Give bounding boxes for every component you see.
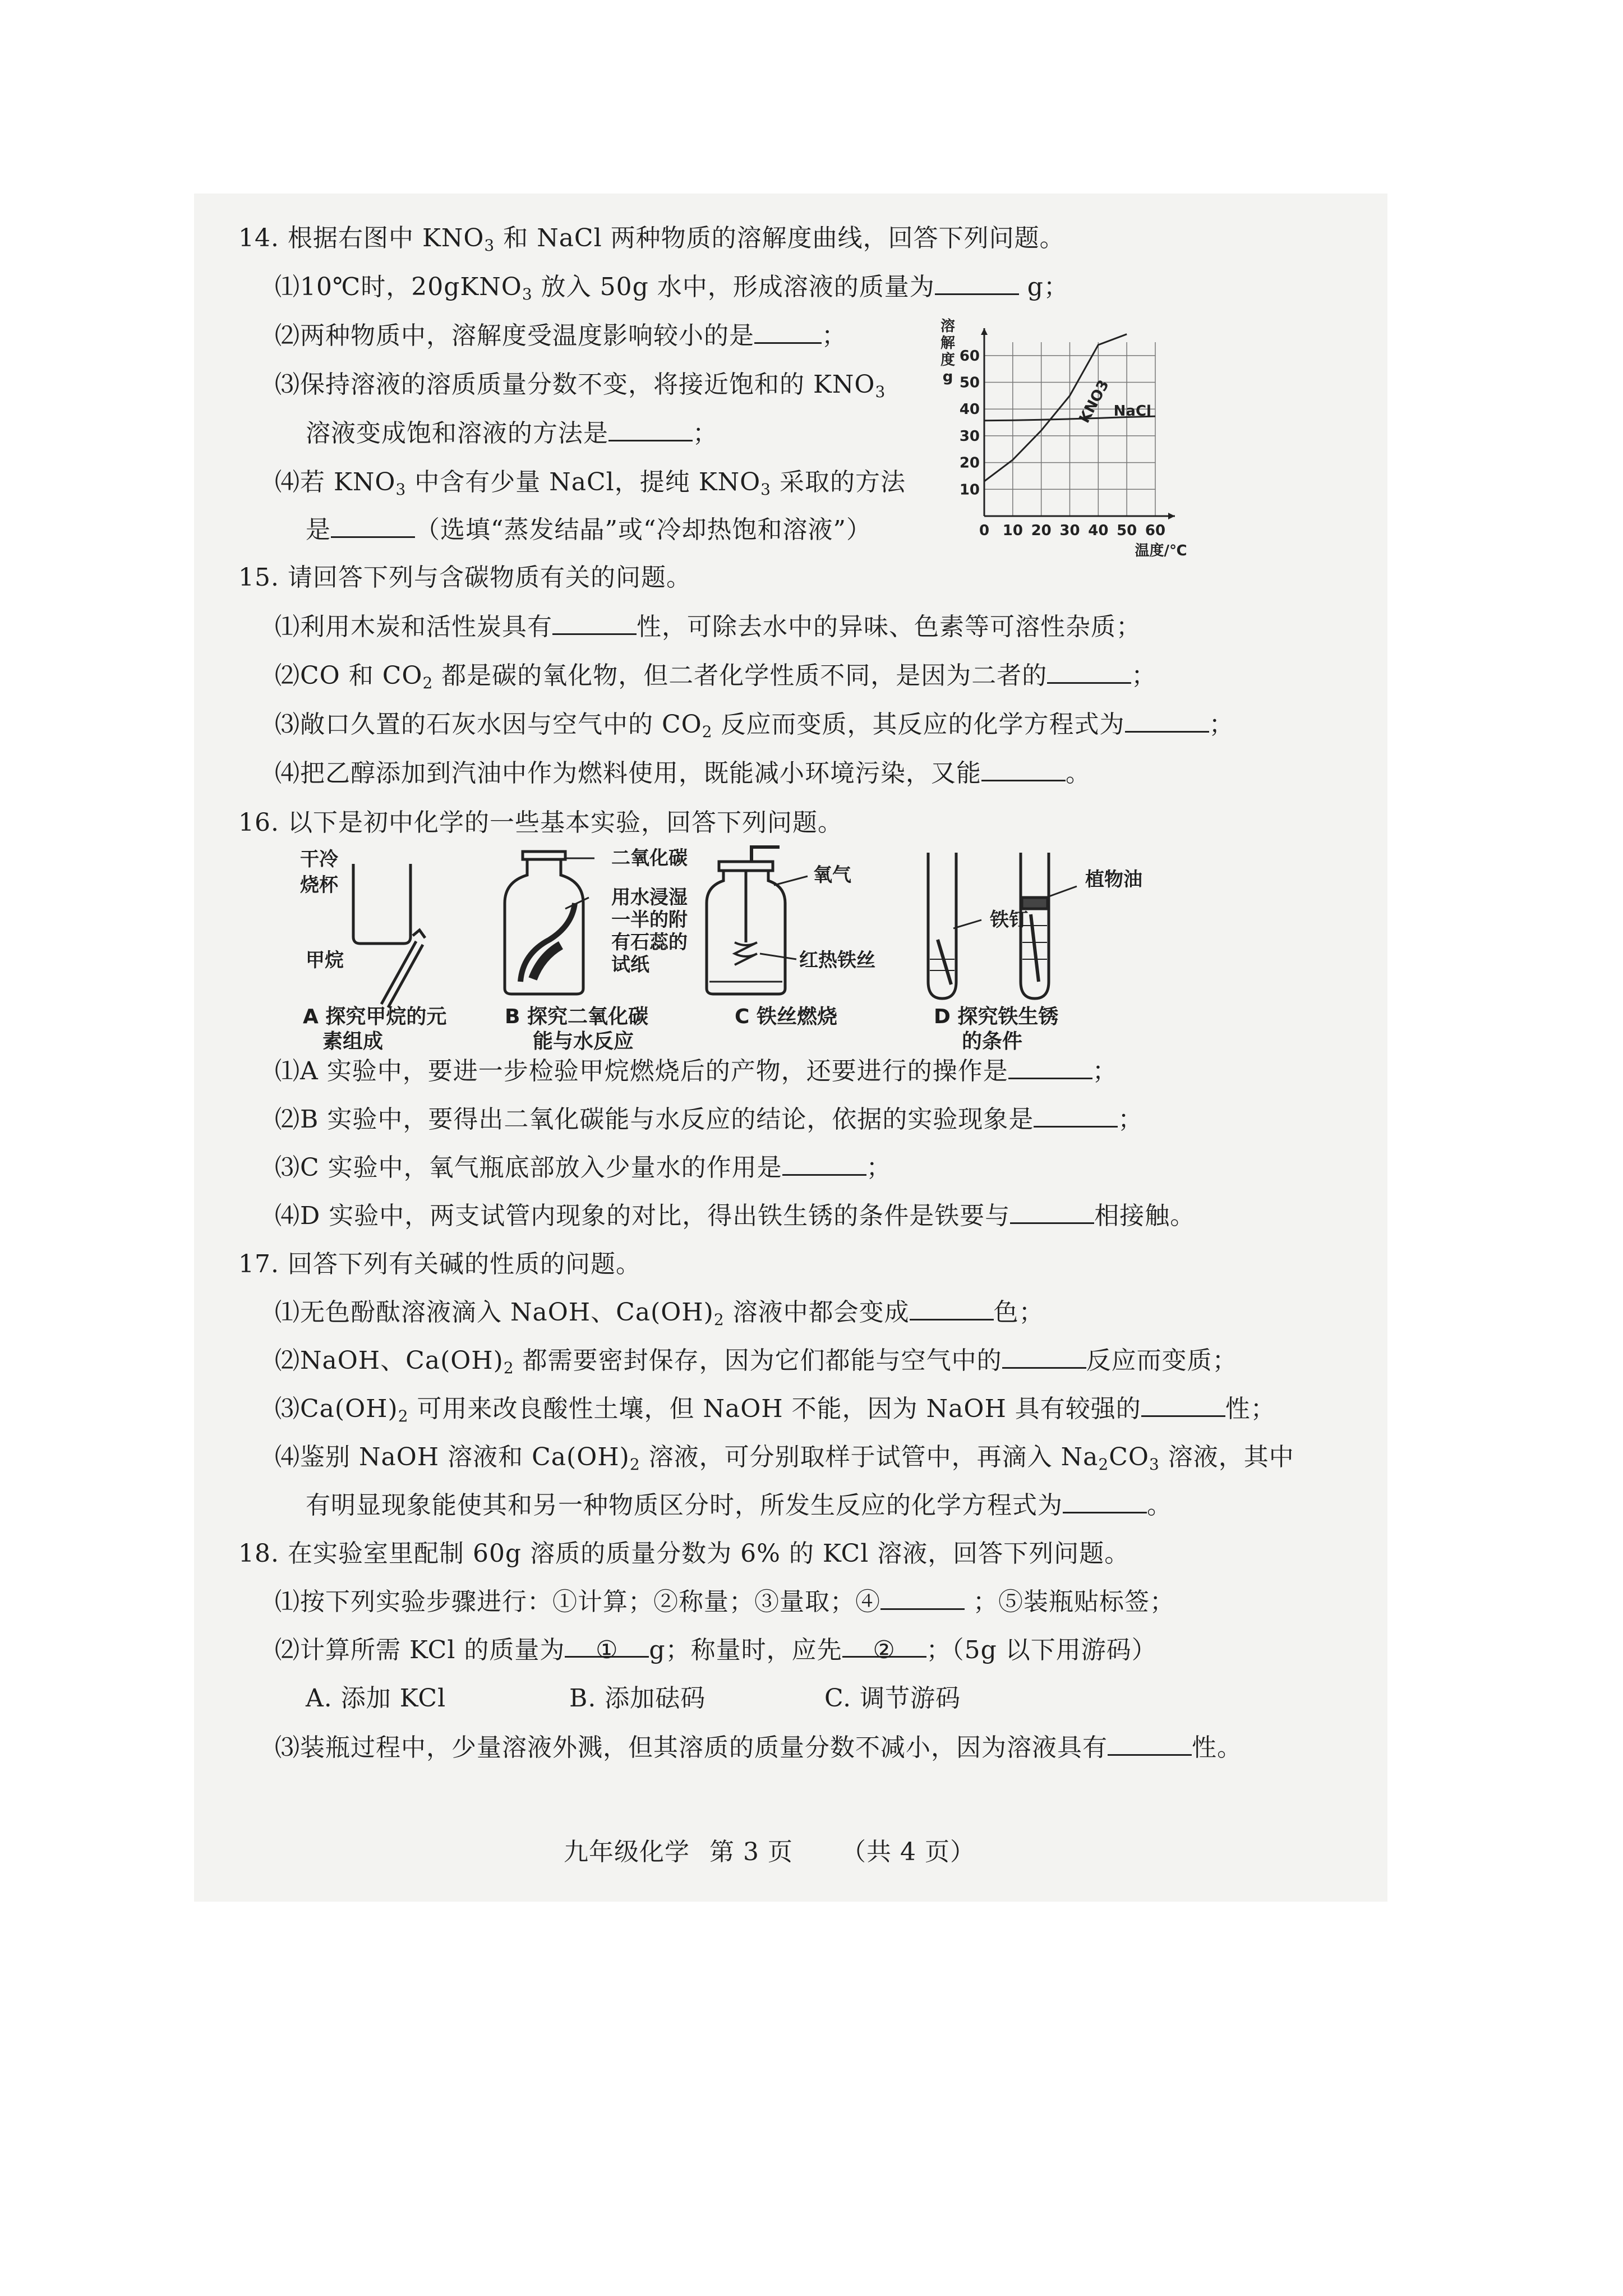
fig-a-caption: A 探究甲烷的元	[303, 1005, 447, 1028]
figure-b-bottle	[505, 852, 594, 994]
figure-a-beaker	[353, 864, 425, 1007]
answer-blank[interactable]	[754, 320, 822, 344]
footer-subject: 九年级化学	[564, 1838, 690, 1866]
q17-sub4-cont: 有明显现象能使其和另一种物质区分时，所发生反应的化学方程式为 。	[306, 1489, 1172, 1522]
answer-blank[interactable]	[1125, 708, 1209, 733]
answer-blank[interactable]	[608, 417, 693, 441]
fig-b-label: 有石蕊的	[611, 931, 688, 954]
q17-stem: 17. 回答下列有关碱的性质的问题。	[238, 1250, 641, 1278]
answer-blank[interactable]	[880, 1586, 965, 1610]
x-tick-label: 10	[1002, 522, 1023, 539]
q17-sub4: ⑷鉴别 NaOH 溶液和 $Ca(OH)_2$ 溶液，可分别取样于试管中，再滴入 $Na_2CO_3$ 溶液，其中	[275, 1443, 1294, 1474]
y-axis-label: 解	[940, 335, 956, 352]
q16-sub2: ⑵B 实验中，要得出二氧化碳能与水反应的结论，依据的实验现象是 ；	[275, 1103, 1143, 1137]
x-tick-label: 60	[1145, 522, 1166, 539]
q14-sub2: ⑵两种物质中，溶解度受温度影响较小的是 ；	[275, 319, 847, 353]
q15-sub2: ⑵CO 和 $CO_2$ 都是碳的氧化物，但二者化学性质不同，是因为二者的 ；	[275, 659, 1156, 693]
q15-stem: 15. 请回答下列与含碳物质有关的问题。	[238, 563, 691, 592]
y-tick-label: 60	[959, 347, 980, 365]
answer-blank[interactable]: ①	[565, 1634, 649, 1658]
q14-stem: 14. 根据右图中 $KNO_3$ 和 NaCl 两种物质的溶解度曲线，回答下列问题。	[238, 224, 1065, 255]
answer-blank[interactable]	[782, 1152, 866, 1176]
fig-b-caption: B 探究二氧化碳	[505, 1005, 648, 1028]
y-tick-label: 40	[959, 401, 980, 418]
answer-blank[interactable]	[1047, 660, 1131, 684]
x-axis-arrow	[1168, 513, 1175, 519]
q18-option-c: C. 调节游码	[824, 1684, 961, 1713]
fig-c-caption: C 铁丝燃烧	[735, 1005, 837, 1028]
x-axis-label: 温度/℃	[1135, 542, 1187, 559]
fig-a-label: 干冷	[300, 848, 338, 871]
answer-blank[interactable]	[910, 1296, 994, 1320]
fig-a-caption: 素组成	[322, 1030, 384, 1053]
q16-stem: 16. 以下是初中化学的一些基本实验，回答下列问题。	[238, 808, 843, 837]
fig-b-label: 试纸	[611, 954, 649, 976]
q18-sub3: ⑶装瓶过程中，少量溶液外溅，但其溶质的质量分数不减小，因为溶液具有 性。	[275, 1731, 1242, 1765]
q15-sub1: ⑴利用木炭和活性炭具有 性，可除去水中的异味、色素等可溶性杂质；	[275, 610, 1141, 644]
fig-b-label: 一半的附	[611, 909, 688, 931]
q15-sub4: ⑷把乙醇添加到汽油中作为燃料使用，既能减小环境污染，又能 。	[275, 757, 1091, 790]
q14-sub4: ⑷若 $KNO_3$ 中含有少量 NaCl，提纯 $KNO_3$ 采取的方法	[275, 468, 906, 499]
footer-page: 第 3 页	[709, 1838, 793, 1866]
series-label-nacl: NaCl	[1113, 402, 1151, 420]
q17-sub1: ⑴无色酚酞溶液滴入 NaOH、$Ca(OH)_2$ 溶液中都会变成 色；	[275, 1296, 1044, 1329]
chart-grid	[984, 342, 1155, 516]
q18-option-a: A. 添加 KCl	[306, 1684, 446, 1713]
q18-sub1: ⑴按下列实验步骤进行：①计算；②称量；③量取；④ ；⑤装瓶贴标签；	[275, 1585, 1175, 1619]
y-axis-arrow	[981, 328, 988, 335]
answer-blank[interactable]	[552, 611, 637, 635]
y-tick-label: 10	[959, 481, 980, 499]
answer-blank[interactable]	[1010, 1200, 1094, 1224]
y-tick-label: 50	[959, 374, 980, 392]
x-tick-label: 40	[1088, 522, 1109, 539]
fig-b-caption: 能与水反应	[533, 1030, 634, 1053]
q16-sub3: ⑶C 实验中，氧气瓶底部放入少量水的作用是 ；	[275, 1151, 892, 1185]
answer-blank[interactable]	[1034, 1103, 1118, 1128]
solubility-chart	[931, 309, 1223, 589]
answer-blank[interactable]	[935, 271, 1019, 295]
q14-sub3: ⑶保持溶液的溶质质量分数不变，将接近饱和的 $KNO_3$	[275, 370, 886, 401]
y-tick-label: 20	[959, 454, 980, 472]
x-tick-label: 0	[979, 522, 990, 539]
y-axis-label: 溶	[940, 318, 956, 335]
q18-stem: 18. 在实验室里配制 60g 溶质的质量分数为 6% 的 KCl 溶液，回答下列问题。	[238, 1539, 1130, 1568]
experiment-figures	[292, 841, 1211, 1010]
q14-sub4-cont: 是 （选填“蒸发结晶”或“冷却热饱和溶液”）	[306, 513, 872, 547]
q17-sub2: ⑵NaOH、$Ca(OH)_2$ 都需要密封保存，因为它们都能与空气中的 反应而变质；	[275, 1344, 1238, 1378]
x-tick-label: 50	[1117, 522, 1137, 539]
answer-blank[interactable]	[1063, 1489, 1147, 1513]
answer-blank[interactable]	[1008, 1055, 1092, 1079]
fig-b-label: 二氧化碳	[611, 847, 688, 869]
fig-b-label: 用水浸湿	[611, 886, 688, 909]
fig-d-caption: 的条件	[962, 1030, 1023, 1053]
x-tick-label: 20	[1031, 522, 1052, 539]
series-line-kno3	[984, 334, 1127, 481]
q17-sub3: $⑶Ca(OH)_2$ 可用来改良酸性土壤，但 NaOH 不能，因为 NaOH 具有较强的 性；	[275, 1392, 1276, 1426]
fig-d-caption: D 探究铁生锈	[934, 1005, 1059, 1028]
fig-a-label: 甲烷	[306, 949, 344, 972]
figure-c-bottle	[707, 847, 808, 994]
q16-sub1: ⑴A 实验中，要进一步检验甲烷燃烧后的产物，还要进行的操作是 ；	[275, 1055, 1118, 1088]
q16-sub4: ⑷D 实验中，两支试管内现象的对比，得出铁生锈的条件是铁要与 相接触。	[275, 1199, 1195, 1233]
chart-axes	[981, 328, 1175, 519]
x-tick-label: 30	[1059, 522, 1080, 539]
answer-blank[interactable]	[1141, 1393, 1225, 1417]
answer-blank[interactable]	[1002, 1345, 1086, 1369]
chart-labels	[940, 318, 1187, 559]
fig-a-label: 烧杯	[300, 874, 338, 896]
fig-c-label: 氧气	[813, 864, 851, 886]
q18-option-b: B. 添加砝码	[569, 1684, 706, 1713]
y-tick-label: 30	[959, 427, 980, 445]
answer-blank[interactable]	[1108, 1732, 1192, 1756]
q15-sub3: ⑶敞口久置的石灰水因与空气中的 $CO_2$ 反应而变质，其反应的化学方程式为 ；	[275, 708, 1234, 742]
answer-blank[interactable]: ②	[842, 1634, 926, 1658]
q14-sub1: ⑴10℃时，20gKNO$_3$ 放入 50g 水中，形成溶液的质量为 g；	[275, 270, 1069, 304]
fig-c-label: 红热铁丝	[799, 949, 875, 972]
answer-blank[interactable]	[981, 757, 1066, 781]
fig-d-label: 铁钉	[990, 909, 1028, 931]
series-label-kno3: KNO3	[1076, 377, 1113, 426]
y-axis-label: g	[942, 369, 953, 385]
y-axis-label: 度	[940, 352, 956, 369]
fig-d-label: 植物油	[1085, 868, 1142, 891]
q14-sub3-cont: 溶液变成饱和溶液的方法是 ；	[306, 417, 718, 450]
footer-total: （共 4 页）	[841, 1838, 975, 1866]
q18-sub2: ⑵计算所需 KCl 的质量为 ① g；称量时，应先 ② ；（5g 以下用游码）	[275, 1634, 1157, 1667]
answer-blank[interactable]	[331, 514, 415, 538]
